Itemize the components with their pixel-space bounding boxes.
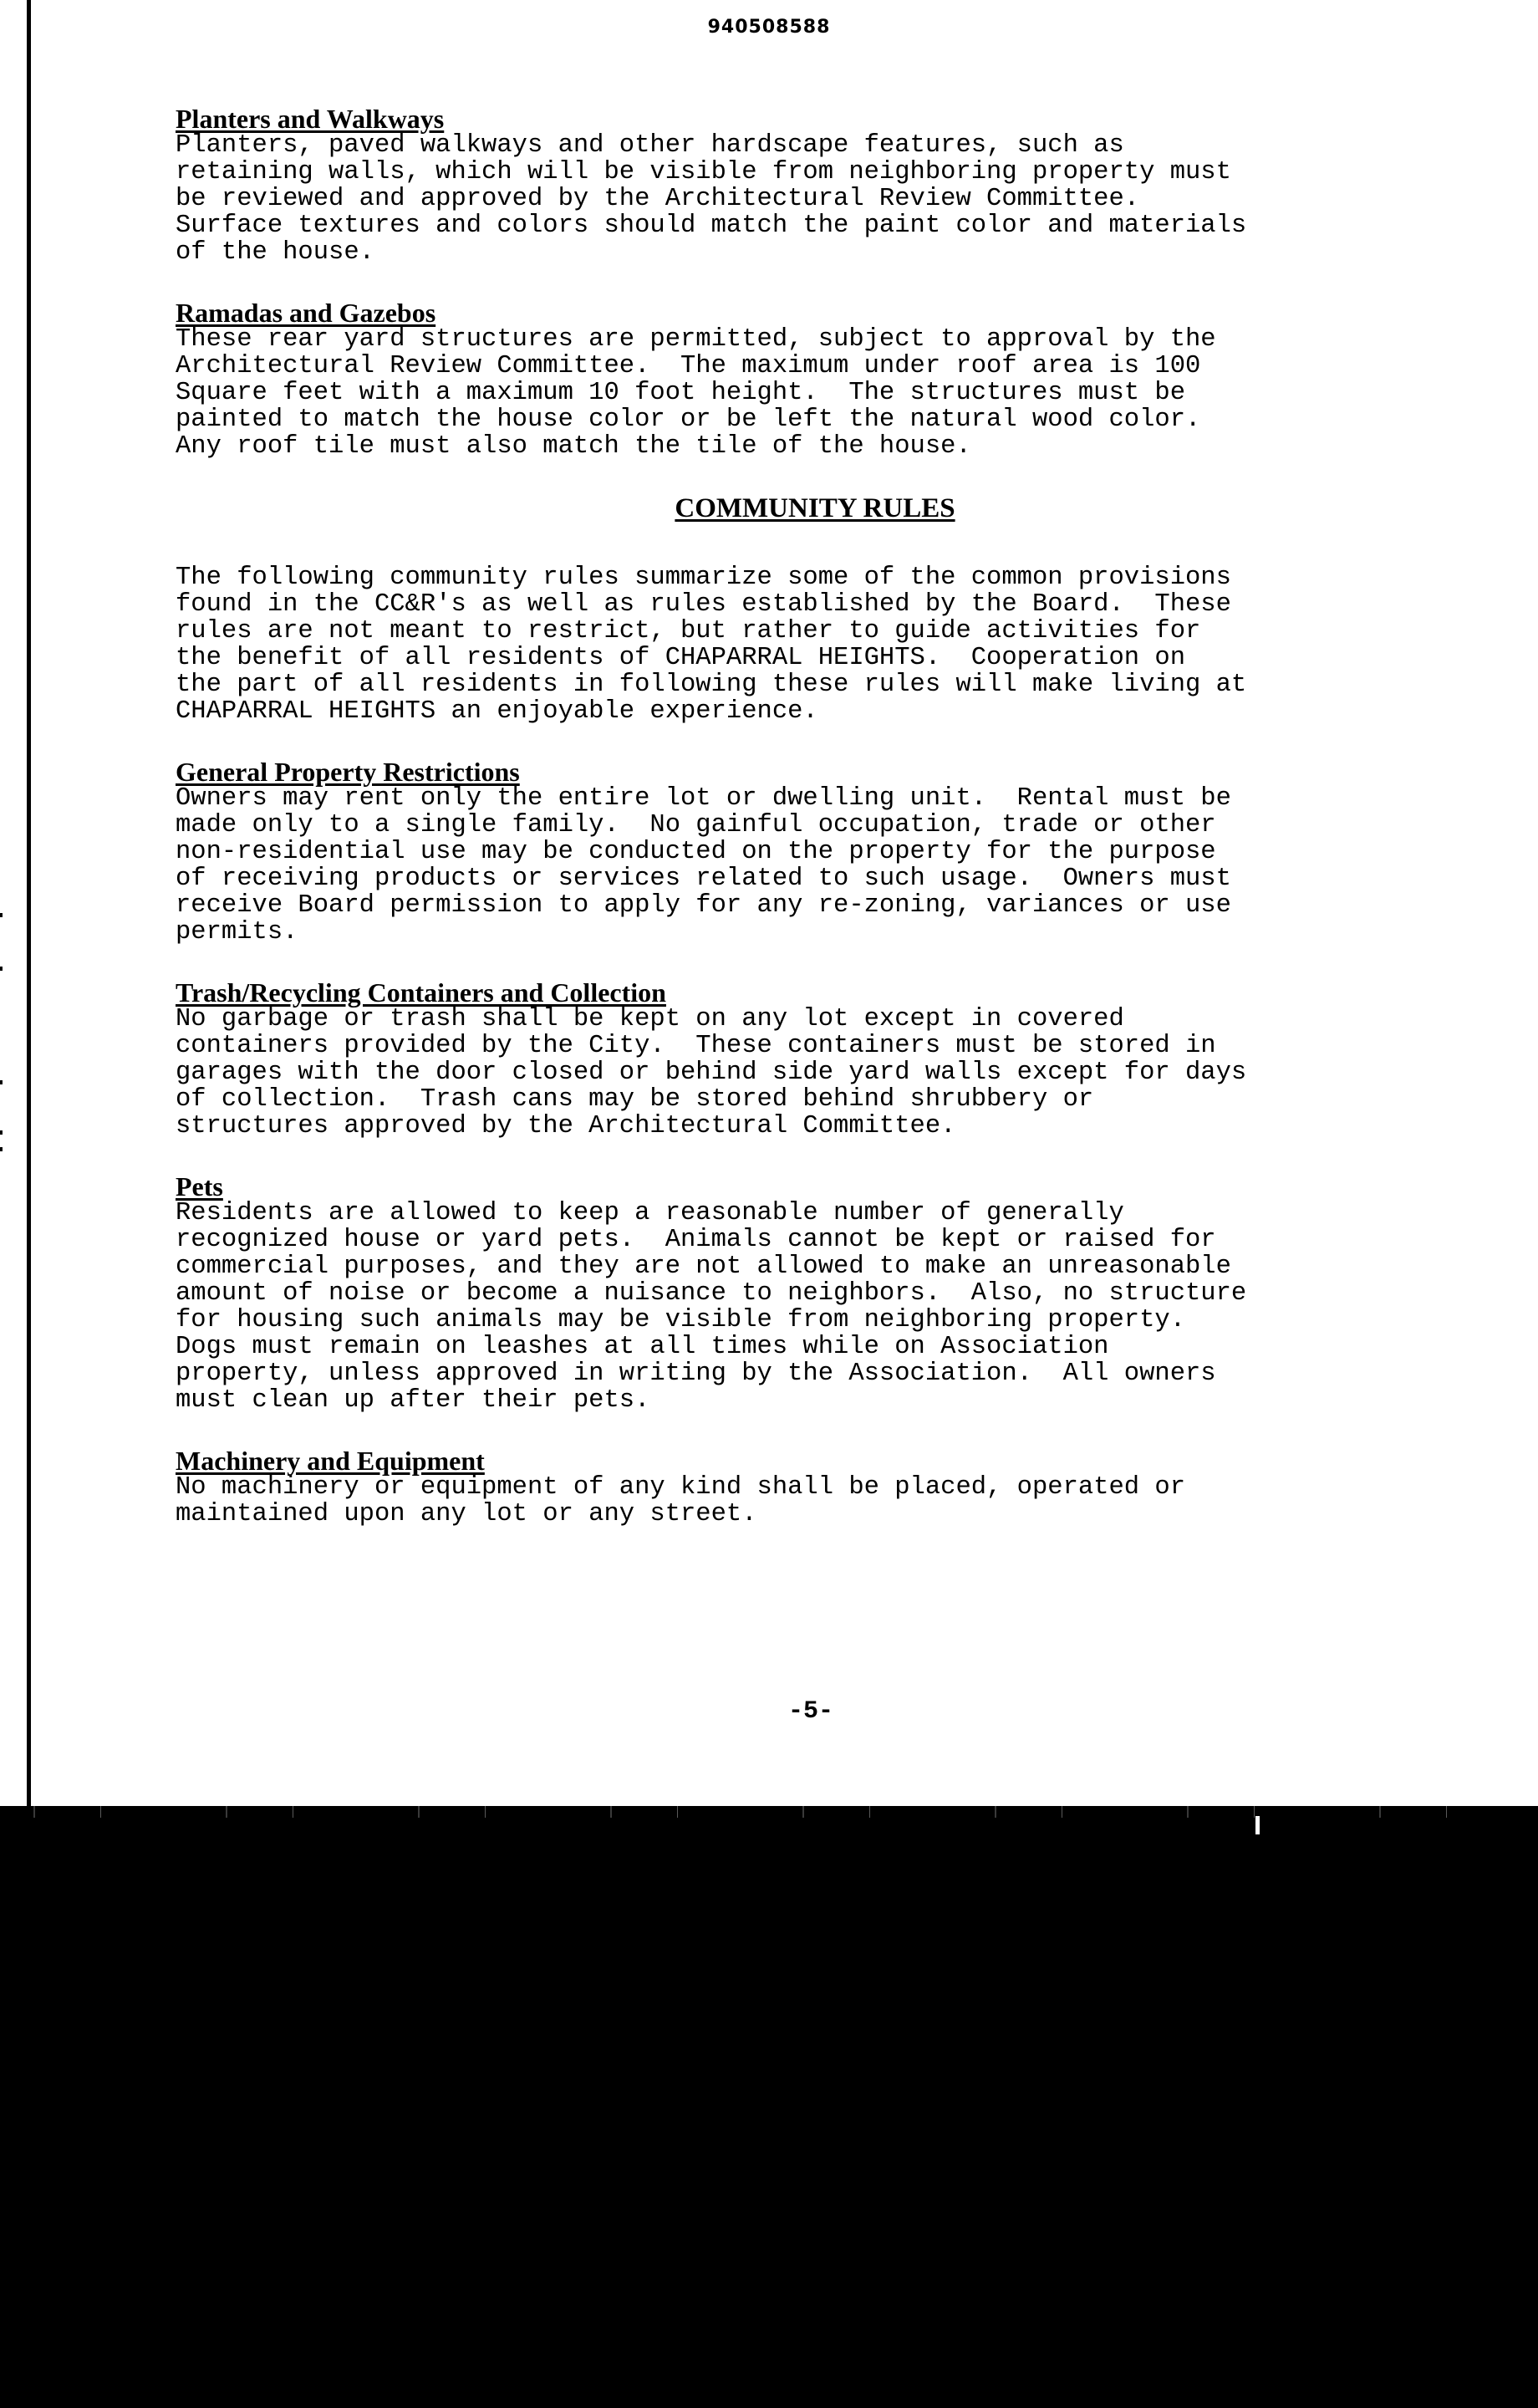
section-body: Owners may rent only the entire lot or dwelling unit. Rental must be made only to a single family. No gainful occupation, trade or other non-residential use may be conducted on the property for the purpose of receiving products or services related to such usage. Owners must receive Board permission to apply for any re-zoning, variances or use permits. [176, 784, 1231, 946]
section-heading: Pets [176, 1171, 223, 1201]
section-machinery-equipment [176, 1447, 1471, 1528]
section-heading: Ramadas and Gazebos [176, 298, 436, 328]
section-pets [176, 1173, 1471, 1414]
section-community-intro [176, 564, 1471, 725]
intro-paragraph: The following community rules summarize some of the common provisions found in the CC&R's as well as rules established by the Board. These rules are not meant to restrict, but rather to guide activities for the benefit of all residents of CHAPARRAL HEIGHTS. Cooperation on the part of all residents in following these rules will make living at CHAPARRAL HEIGHTS an enjoyable experience. [176, 564, 1247, 726]
section-body: No garbage or trash shall be kept on any lot except in covered containers provided by the City. These containers must be stored in garages with the door closed or behind side yard walls except for days of collection. Trash cans may be stored behind shrubbery or structures approved by the Architectural Committee. [176, 1005, 1247, 1140]
section-heading: Machinery and Equipment [176, 1446, 485, 1476]
scan-edge-mark [1255, 1816, 1260, 1834]
section-planters-walkways [176, 105, 1471, 266]
section-ramadas-gazebos [176, 299, 1471, 460]
document-body [176, 105, 1471, 1561]
section-heading: Trash/Recycling Containers and Collection [176, 977, 666, 1008]
scan-black-region [0, 1809, 1538, 2408]
section-body: Residents are allowed to keep a reasonable number of generally recognized house or yard pets. Animals cannot be kept or raised for commercial purposes, and they are not allowed to make an unreasonable amount of noise or become a nuisance to neighbors. Also, no structure for housing such animals may be visible from neighboring property. Dogs must remain on leashes at all times while on Association property, unless approved in writing by the Association. All owners must clean up after their pets. [176, 1199, 1247, 1415]
section-trash-recycling [176, 979, 1471, 1140]
section-heading: Planters and Walkways [176, 104, 445, 134]
document-id: 940508588 [707, 17, 831, 38]
community-rules-title: COMMUNITY RULES [675, 493, 955, 523]
page-number: -5- [787, 1697, 833, 1726]
section-body: No machinery or equipment of any kind shall be placed, operated or maintained upon any lot or any street. [176, 1473, 1185, 1528]
section-body: Planters, paved walkways and other hardscape features, such as retaining walls, which will be visible from neighboring property must be reviewed and approved by the Architectural Review Committee. Surface textures and colors should match the paint color and materials of the house. [176, 131, 1247, 267]
scan-bottom-edge [0, 1806, 1538, 1818]
section-general-property [176, 758, 1471, 946]
scan-left-border [27, 0, 31, 1809]
section-heading: General Property Restrictions [176, 757, 520, 787]
section-body: These rear yard structures are permitted, subject to approval by the Architectural Review Committee. The maximum under roof area is 100 Square feet with a maximum 10 foot height. The structures must be painted to match the house color or be left the natural wood color. Any roof tile must also match the tile of the house. [176, 325, 1216, 461]
